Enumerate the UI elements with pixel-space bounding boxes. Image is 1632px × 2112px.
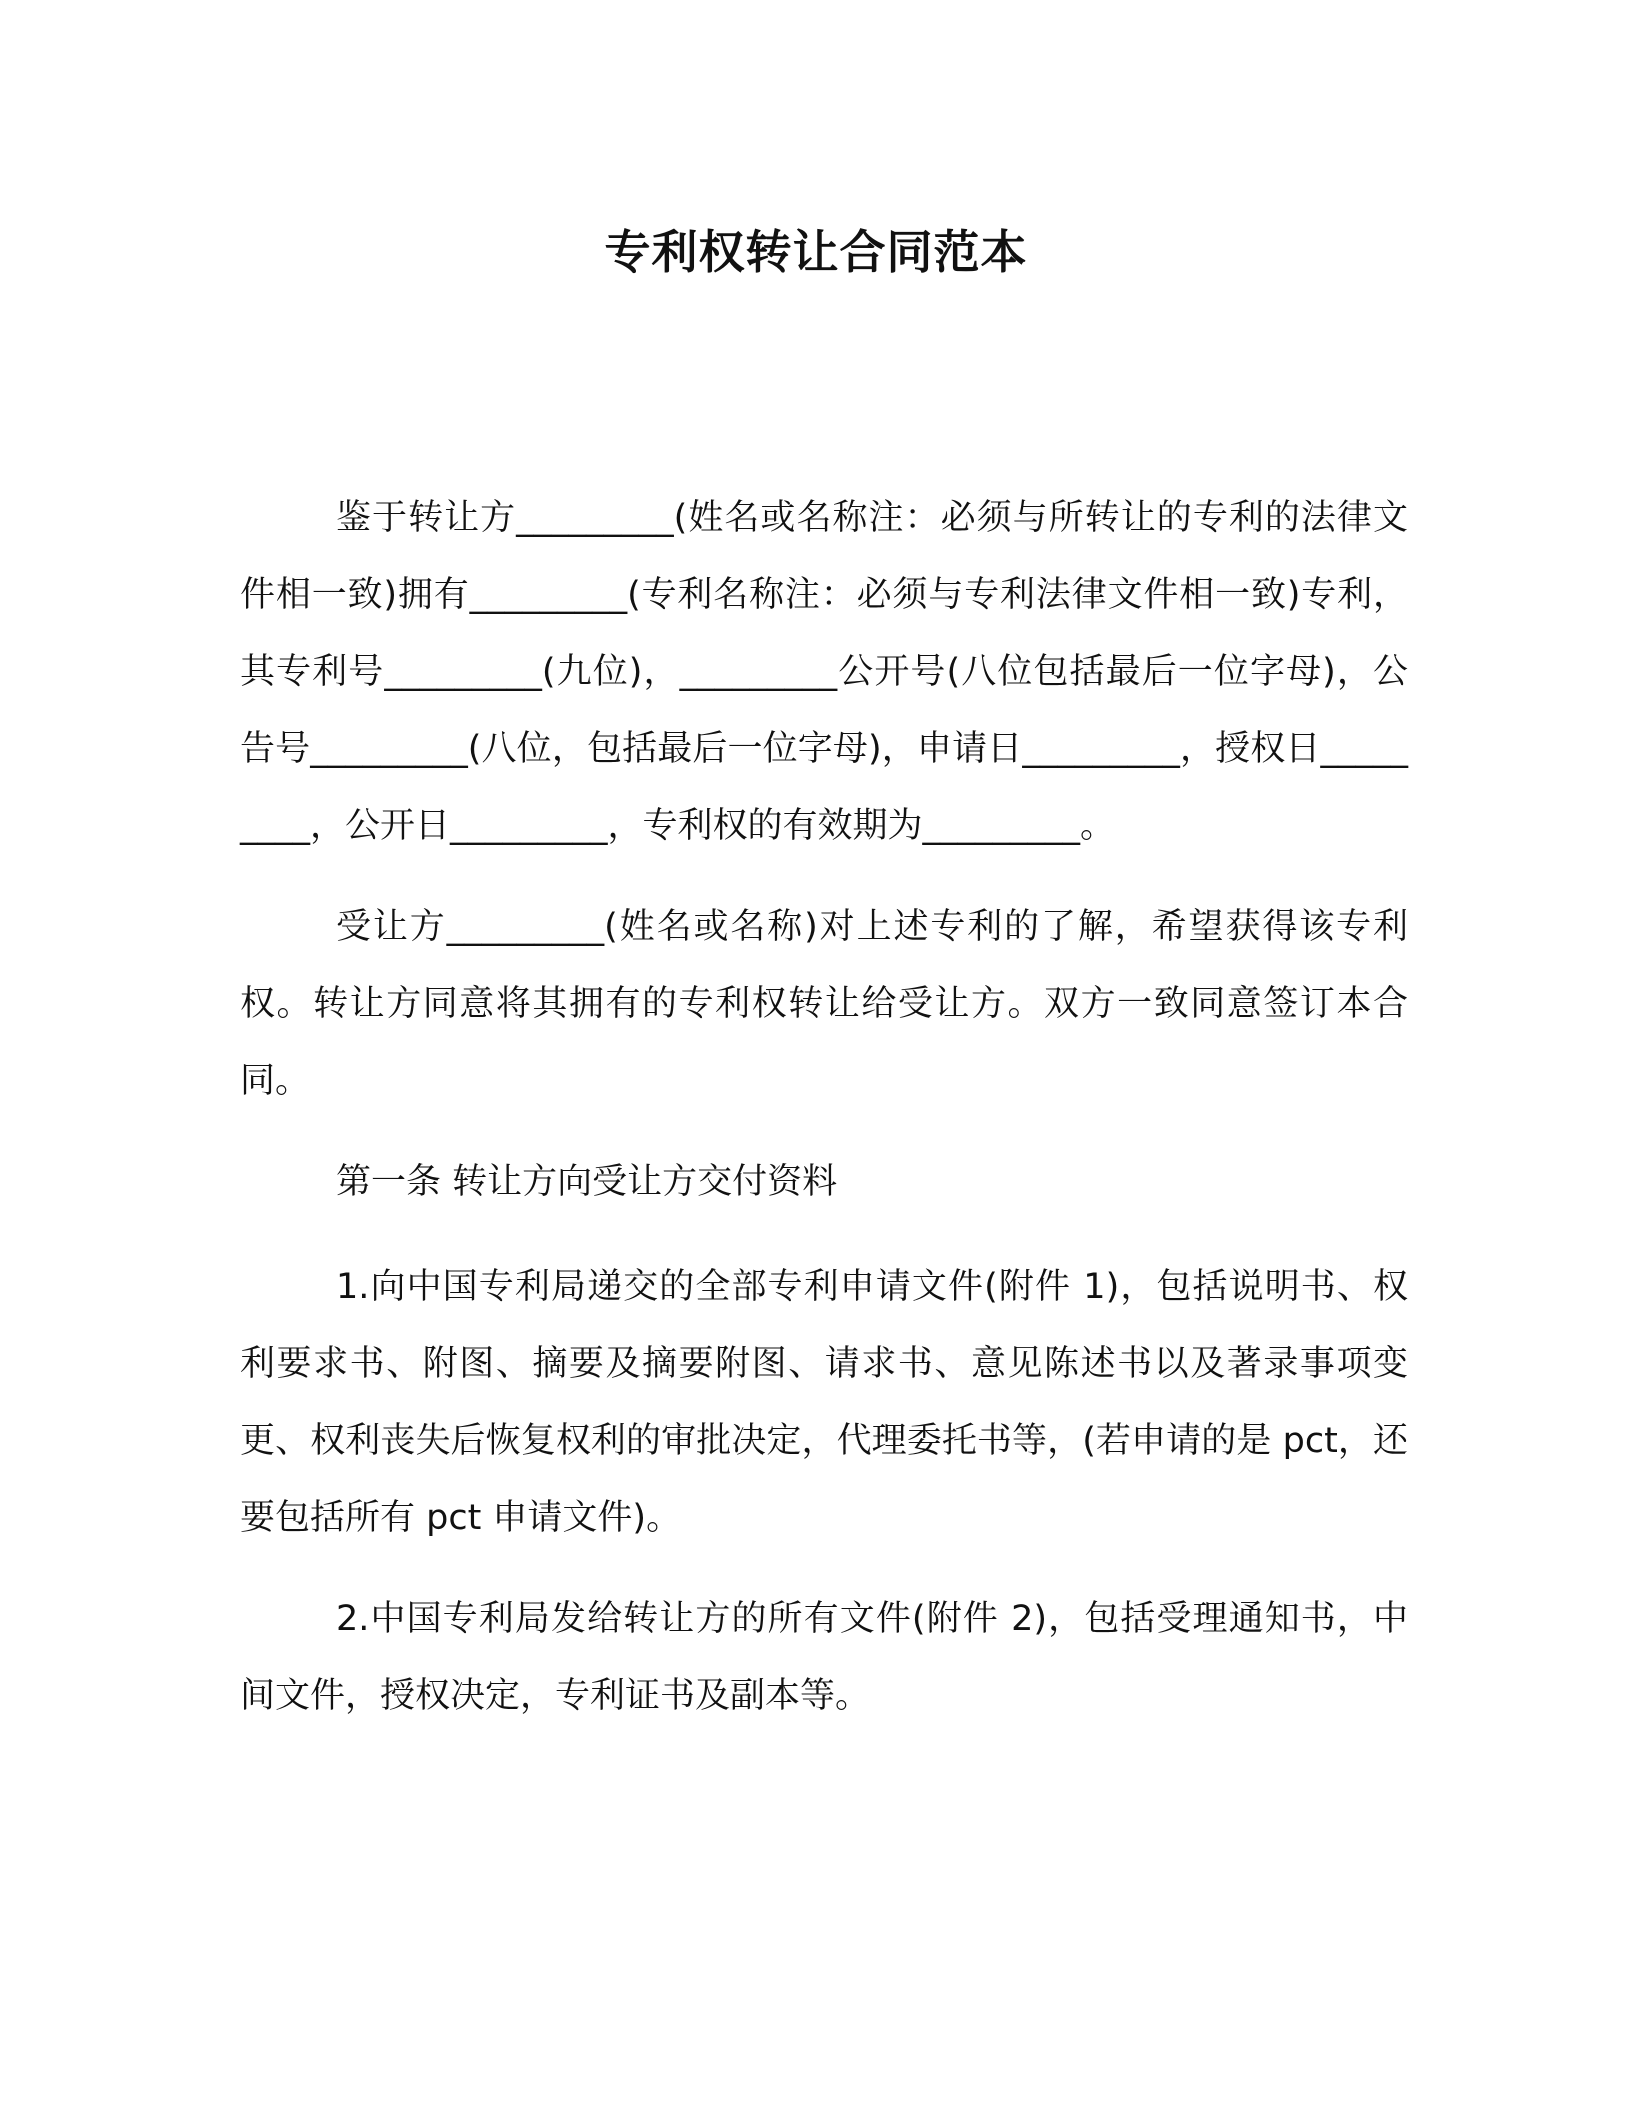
paragraph-assignee: 受让方_________(姓名或名称)对上述专利的了解，希望获得该专利权。转让方同意将其拥有的专利权转让给受让方。双方一致同意签订本合同。 — [240, 907, 1408, 1101]
article-one-heading: 第一条 转让方向受让方交付资料 — [336, 1162, 838, 1202]
document-title: 专利权转让合同范本 — [604, 225, 1028, 279]
clause-item-1: 1.向中国专利局递交的全部专利申请文件(附件 1)，包括说明书、权利要求书、附图、摘要及摘要附图、请求书、意见陈述书以及著录事项变更、权利丧失后恢复权利的审批决定，代理委托书等，(若申请的是 pct，还要包括所有 pct 申请文件)。 — [240, 1267, 1408, 1538]
paragraph-preamble: 鉴于转让方_________(姓名或名称注：必须与所转让的专利的法律文件相一致)拥有_________(专利名称注：必须与专利法律文件相一致)专利，其专利号_________(九位)，_________公开号(八位包括最后一位字母)，公告号_________(八位，包括最后一位字母)，申请日_________，授权日_________，公开日_________，专利权的有效期为_________。 — [240, 498, 1408, 846]
clause-item-2: 2.中国专利局发给转让方的所有文件(附件 2)，包括受理通知书，中间文件，授权决定，专利证书及副本等。 — [240, 1599, 1408, 1716]
document-body — [240, 480, 1408, 1759]
